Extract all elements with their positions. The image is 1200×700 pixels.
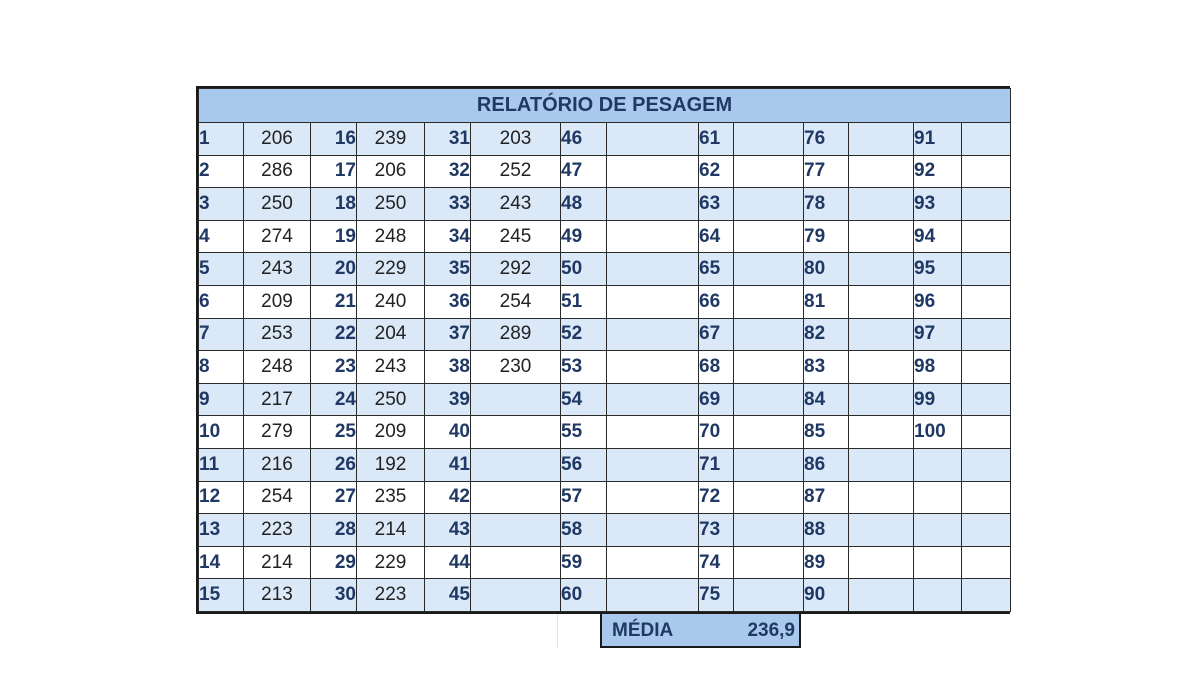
sample-index: 37 — [425, 318, 471, 351]
sample-index: 84 — [804, 383, 849, 416]
sample-index: 7 — [199, 318, 244, 351]
weight-value[interactable] — [734, 416, 804, 449]
sample-index: 87 — [804, 481, 849, 514]
weight-value[interactable] — [471, 383, 561, 416]
sample-index: 4 — [199, 220, 244, 253]
sample-index: 66 — [699, 285, 734, 318]
weight-value[interactable]: 204 — [357, 318, 425, 351]
sample-index: 19 — [311, 220, 357, 253]
weight-value[interactable] — [734, 123, 804, 156]
sample-index: 32 — [425, 155, 471, 188]
weight-value[interactable] — [607, 318, 699, 351]
sample-index: 72 — [699, 481, 734, 514]
weight-value[interactable] — [471, 416, 561, 449]
weight-value[interactable]: 206 — [357, 155, 425, 188]
sample-index: 89 — [804, 546, 849, 579]
weight-value[interactable]: 254 — [244, 481, 311, 514]
weight-value[interactable] — [607, 285, 699, 318]
sample-index: 88 — [804, 514, 849, 547]
report-title: RELATÓRIO DE PESAGEM — [199, 89, 1011, 123]
average-label: MÉDIA — [612, 620, 674, 641]
sample-index: 54 — [561, 383, 607, 416]
sample-index: 13 — [199, 514, 244, 547]
weight-value[interactable] — [849, 351, 914, 384]
sample-index: 93 — [914, 188, 962, 221]
table-row — [199, 253, 1011, 286]
sample-index: 85 — [804, 416, 849, 449]
weight-value[interactable] — [607, 253, 699, 286]
weight-value[interactable] — [962, 579, 1011, 612]
weight-value[interactable] — [607, 123, 699, 156]
sample-index: 30 — [311, 579, 357, 612]
weight-value[interactable]: 203 — [471, 123, 561, 156]
sample-index: 55 — [561, 416, 607, 449]
sample-index: 3 — [199, 188, 244, 221]
weight-value[interactable]: 229 — [357, 253, 425, 286]
weight-value[interactable] — [962, 546, 1011, 579]
sample-index: 67 — [699, 318, 734, 351]
sample-index: 15 — [199, 579, 244, 612]
weight-value[interactable] — [962, 285, 1011, 318]
weight-value[interactable]: 274 — [244, 220, 311, 253]
weight-value[interactable] — [849, 253, 914, 286]
table-row — [199, 416, 1011, 449]
weight-value[interactable] — [734, 579, 804, 612]
sample-index: 70 — [699, 416, 734, 449]
weight-value[interactable]: 223 — [357, 579, 425, 612]
weight-value[interactable] — [734, 351, 804, 384]
table-row — [199, 318, 1011, 351]
weight-value[interactable] — [962, 481, 1011, 514]
sample-index: 73 — [699, 514, 734, 547]
weight-value[interactable] — [607, 416, 699, 449]
table-row — [199, 188, 1011, 221]
weight-value[interactable]: 240 — [357, 285, 425, 318]
weight-value[interactable] — [607, 351, 699, 384]
weight-value[interactable] — [962, 220, 1011, 253]
weight-value[interactable] — [734, 318, 804, 351]
weight-value[interactable] — [849, 481, 914, 514]
sample-index: 36 — [425, 285, 471, 318]
sample-index: 14 — [199, 546, 244, 579]
sample-index: 63 — [699, 188, 734, 221]
sample-index — [914, 481, 962, 514]
weight-value[interactable] — [849, 123, 914, 156]
weight-value[interactable]: 245 — [471, 220, 561, 253]
sample-index: 5 — [199, 253, 244, 286]
sample-index: 49 — [561, 220, 607, 253]
sample-index: 94 — [914, 220, 962, 253]
sample-index: 33 — [425, 188, 471, 221]
weight-value[interactable] — [734, 481, 804, 514]
weight-value[interactable]: 223 — [244, 514, 311, 547]
weight-value[interactable] — [962, 188, 1011, 221]
weight-value[interactable] — [962, 155, 1011, 188]
weight-value[interactable]: 243 — [244, 253, 311, 286]
sample-index: 39 — [425, 383, 471, 416]
weight-value[interactable] — [734, 514, 804, 547]
weight-value[interactable]: 292 — [471, 253, 561, 286]
sample-index: 42 — [425, 481, 471, 514]
sample-index: 10 — [199, 416, 244, 449]
weight-value[interactable] — [734, 253, 804, 286]
sample-index: 81 — [804, 285, 849, 318]
table-row — [199, 220, 1011, 253]
sample-index: 56 — [561, 448, 607, 481]
weight-value[interactable] — [734, 155, 804, 188]
weight-value[interactable] — [734, 546, 804, 579]
weight-value[interactable] — [849, 220, 914, 253]
average-box — [600, 614, 801, 648]
weight-value[interactable]: 213 — [244, 579, 311, 612]
weight-value[interactable] — [607, 188, 699, 221]
weight-value[interactable] — [607, 220, 699, 253]
weight-value[interactable] — [849, 448, 914, 481]
weight-value[interactable] — [849, 155, 914, 188]
weight-value[interactable]: 239 — [357, 123, 425, 156]
sample-index: 83 — [804, 351, 849, 384]
table-row — [199, 546, 1011, 579]
weight-value[interactable]: 250 — [244, 188, 311, 221]
sample-index: 47 — [561, 155, 607, 188]
sample-index: 26 — [311, 448, 357, 481]
sample-index: 64 — [699, 220, 734, 253]
sample-index: 68 — [699, 351, 734, 384]
weight-value[interactable] — [962, 448, 1011, 481]
table-row — [199, 351, 1011, 384]
sample-index: 71 — [699, 448, 734, 481]
sample-index — [914, 546, 962, 579]
weight-value[interactable]: 216 — [244, 448, 311, 481]
sample-index: 25 — [311, 416, 357, 449]
weight-value[interactable]: 217 — [244, 383, 311, 416]
weighing-report-sheet — [196, 86, 1010, 614]
sample-index — [914, 448, 962, 481]
weight-value[interactable] — [734, 448, 804, 481]
sample-index: 69 — [699, 383, 734, 416]
sample-index: 74 — [699, 546, 734, 579]
table-row — [199, 383, 1011, 416]
weight-value[interactable]: 209 — [357, 416, 425, 449]
sample-index: 50 — [561, 253, 607, 286]
average-value: 236,9 — [747, 620, 795, 641]
sample-index: 27 — [311, 481, 357, 514]
sample-index: 65 — [699, 253, 734, 286]
sample-index: 41 — [425, 448, 471, 481]
table-row — [199, 514, 1011, 547]
sample-index: 34 — [425, 220, 471, 253]
sample-index: 90 — [804, 579, 849, 612]
sample-index: 82 — [804, 318, 849, 351]
weight-value[interactable] — [962, 123, 1011, 156]
weight-value[interactable]: 192 — [357, 448, 425, 481]
sample-index: 75 — [699, 579, 734, 612]
sample-index: 24 — [311, 383, 357, 416]
weight-value[interactable]: 248 — [357, 220, 425, 253]
sample-index: 80 — [804, 253, 849, 286]
weight-value[interactable]: 214 — [244, 546, 311, 579]
weight-value[interactable] — [607, 579, 699, 612]
weight-value[interactable] — [962, 318, 1011, 351]
sample-index: 35 — [425, 253, 471, 286]
sample-index: 29 — [311, 546, 357, 579]
sample-index: 46 — [561, 123, 607, 156]
sample-index: 20 — [311, 253, 357, 286]
weight-value[interactable] — [471, 546, 561, 579]
weight-value[interactable] — [849, 383, 914, 416]
sample-index: 11 — [199, 448, 244, 481]
table-row — [199, 285, 1011, 318]
sample-index: 17 — [311, 155, 357, 188]
weight-value[interactable] — [607, 481, 699, 514]
weight-value[interactable] — [607, 514, 699, 547]
weight-value[interactable] — [849, 514, 914, 547]
weight-value[interactable] — [849, 546, 914, 579]
sample-index: 1 — [199, 123, 244, 156]
sample-index: 59 — [561, 546, 607, 579]
weight-value[interactable]: 250 — [357, 383, 425, 416]
table-row — [199, 448, 1011, 481]
table-row — [199, 123, 1011, 156]
weight-value[interactable]: 279 — [244, 416, 311, 449]
sample-index: 86 — [804, 448, 849, 481]
sample-index: 23 — [311, 351, 357, 384]
weight-value[interactable]: 209 — [244, 285, 311, 318]
sample-index: 52 — [561, 318, 607, 351]
weight-value[interactable] — [962, 253, 1011, 286]
sample-index: 44 — [425, 546, 471, 579]
weight-value[interactable]: 252 — [471, 155, 561, 188]
weight-value[interactable]: 214 — [357, 514, 425, 547]
weight-value[interactable] — [607, 383, 699, 416]
sample-index — [914, 579, 962, 612]
sample-index: 58 — [561, 514, 607, 547]
weight-value[interactable] — [962, 351, 1011, 384]
sample-index: 6 — [199, 285, 244, 318]
weight-value[interactable] — [849, 285, 914, 318]
sample-index: 40 — [425, 416, 471, 449]
sample-index: 98 — [914, 351, 962, 384]
weight-value[interactable] — [849, 416, 914, 449]
sample-index: 8 — [199, 351, 244, 384]
sample-index: 57 — [561, 481, 607, 514]
weight-value[interactable] — [734, 220, 804, 253]
sample-index: 45 — [425, 579, 471, 612]
sample-index: 28 — [311, 514, 357, 547]
sample-index: 12 — [199, 481, 244, 514]
weight-value[interactable]: 286 — [244, 155, 311, 188]
weight-value[interactable] — [734, 383, 804, 416]
sample-index: 61 — [699, 123, 734, 156]
sample-index: 53 — [561, 351, 607, 384]
weighing-table — [198, 88, 1011, 612]
weight-value[interactable] — [962, 416, 1011, 449]
sample-index: 9 — [199, 383, 244, 416]
weight-value[interactable]: 248 — [244, 351, 311, 384]
weight-value[interactable]: 229 — [357, 546, 425, 579]
weight-value[interactable]: 206 — [244, 123, 311, 156]
sample-index: 100 — [914, 416, 962, 449]
weight-value[interactable] — [471, 514, 561, 547]
weight-value[interactable] — [471, 448, 561, 481]
sample-index: 48 — [561, 188, 607, 221]
weight-value[interactable] — [471, 481, 561, 514]
weight-value[interactable] — [849, 318, 914, 351]
table-row — [199, 579, 1011, 612]
weight-value[interactable]: 250 — [357, 188, 425, 221]
sample-index: 62 — [699, 155, 734, 188]
sample-index: 92 — [914, 155, 962, 188]
sample-index: 22 — [311, 318, 357, 351]
table-row — [199, 481, 1011, 514]
weight-value[interactable] — [734, 285, 804, 318]
sample-index: 31 — [425, 123, 471, 156]
sample-index: 99 — [914, 383, 962, 416]
sample-index: 95 — [914, 253, 962, 286]
sample-index: 76 — [804, 123, 849, 156]
weight-value[interactable]: 243 — [357, 351, 425, 384]
table-body — [199, 123, 1011, 612]
sample-index: 16 — [311, 123, 357, 156]
sample-index: 78 — [804, 188, 849, 221]
weight-value[interactable] — [962, 514, 1011, 547]
weight-value[interactable] — [849, 188, 914, 221]
sample-index: 60 — [561, 579, 607, 612]
sample-index: 21 — [311, 285, 357, 318]
weight-value[interactable] — [849, 579, 914, 612]
weight-value[interactable]: 230 — [471, 351, 561, 384]
sample-index: 51 — [561, 285, 607, 318]
sample-index — [914, 514, 962, 547]
table-row — [199, 155, 1011, 188]
weight-value[interactable] — [471, 579, 561, 612]
weight-value[interactable]: 235 — [357, 481, 425, 514]
grid-line-fragment — [557, 614, 558, 648]
sample-index: 97 — [914, 318, 962, 351]
sample-index: 79 — [804, 220, 849, 253]
weight-value[interactable] — [734, 188, 804, 221]
sample-index: 2 — [199, 155, 244, 188]
weight-value[interactable]: 253 — [244, 318, 311, 351]
weight-value[interactable]: 243 — [471, 188, 561, 221]
sample-index: 91 — [914, 123, 962, 156]
weight-value[interactable] — [607, 448, 699, 481]
sample-index: 38 — [425, 351, 471, 384]
sample-index: 77 — [804, 155, 849, 188]
weight-value[interactable] — [962, 383, 1011, 416]
sample-index: 96 — [914, 285, 962, 318]
sample-index: 43 — [425, 514, 471, 547]
sample-index: 18 — [311, 188, 357, 221]
weight-value[interactable] — [607, 155, 699, 188]
weight-value[interactable]: 254 — [471, 285, 561, 318]
weight-value[interactable] — [607, 546, 699, 579]
weight-value[interactable]: 289 — [471, 318, 561, 351]
